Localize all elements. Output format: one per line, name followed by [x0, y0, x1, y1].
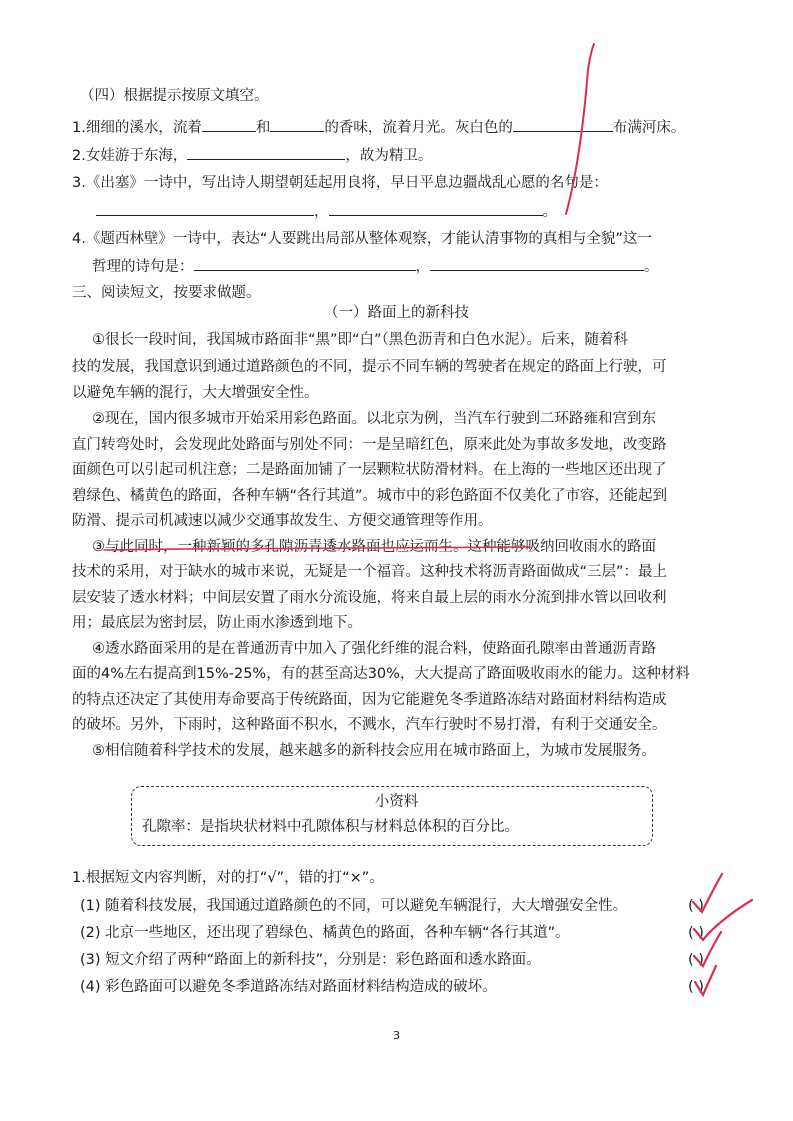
- paragraph-2-line: 防滑、提示司机减速以减少交通事故发生、方便交通管理等作用。: [72, 513, 493, 529]
- paragraph-1-line: 以避免车辆的混行，大大增强安全性。: [72, 385, 319, 401]
- question-4-3-blanks: [96, 201, 557, 222]
- answer-paren-2[interactable]: ( ): [688, 925, 704, 941]
- question-4-4: 4.《题西林壁》一诗中，表达“人要跳出局部从整体观察，才能认清事物的真相与全貌”这一: [72, 231, 652, 247]
- paragraph-2-line: 直门转弯处时，会发现此处路面与别处不同：一是呈暗红色，原来此处为事故多发地，改变路: [72, 437, 667, 453]
- answer-paren-1[interactable]: ( ): [688, 898, 704, 914]
- paragraph-2-line: 碧绿色、橘黄色的路面，各种车辆“各行其道”。城市中的彩色路面不仅美化了市容，还能起到: [72, 488, 668, 504]
- q2-text-a: 2.女娃游于东海，: [72, 148, 188, 164]
- answer-paren-3[interactable]: ( ): [688, 952, 704, 968]
- question-4-1: [72, 117, 685, 138]
- q4-comma: ，: [415, 259, 430, 275]
- q3-comma: ，: [314, 204, 329, 220]
- paragraph-3-line: 层安装了透水材料；中间层安置了雨水分流设施，将来自最上层的雨水分流到排水管以回收利: [72, 590, 667, 606]
- judgement-item-3: (3) 短文介绍了两种“路面上的新科技”，分别是：彩色路面和透水路面。: [80, 952, 541, 968]
- question-1-prompt: 1.根据短文内容判断，对的打“√”，错的打“×”。: [72, 870, 384, 886]
- q1-text-c: 的香味，流着月光。灰白色的: [324, 120, 513, 136]
- info-box-title: 小资料: [374, 794, 419, 810]
- judgement-item-4: (4) 彩色路面可以避免冬季道路冻结对路面材料结构造成的破坏。: [80, 979, 497, 995]
- answer-blank[interactable]: [96, 201, 314, 216]
- paragraph-1-line: 技的发展，我国意识到通过道路颜色的不同，提示不同车辆的驾驶者在规定的路面上行驶，可: [72, 359, 667, 375]
- paragraph-3-line: 技术的采用，对于缺水的城市来说，无疑是一个福音。这种技术将沥青路面做成“三层”：最上: [72, 564, 668, 580]
- q1-text-a: 1.细细的溪水，流着: [72, 120, 202, 136]
- q1-text-d: 布满河床。: [612, 120, 686, 136]
- article-title: （一）路面上的新科技: [324, 305, 469, 321]
- question-4-2: [72, 145, 432, 166]
- answer-blank[interactable]: [430, 256, 644, 271]
- q4-text-b: 哲理的诗句是：: [92, 259, 194, 275]
- paragraph-4-line: 面的4%左右提高到15%-25%，有的甚至高达30%，大大提高了路面吸收雨水的能力。这种材料: [72, 666, 690, 682]
- q4-end: 。: [644, 259, 659, 275]
- info-box-text: 孔隙率：是指块状材料中孔隙体积与材料总体积的百分比。: [142, 819, 519, 835]
- judgement-item-2: (2) 北京一些地区，还出现了碧绿色、橘黄色的路面，各种车辆“各行其道”。: [80, 925, 570, 941]
- section4-title: （四）根据提示按原文填空。: [80, 88, 269, 104]
- paragraph-3-line: ③与此同时，一种新颖的多孔隙沥青透水路面也应运而生。这种能够吸纳回收雨水的路面: [92, 539, 656, 555]
- paragraph-4-line: ④透水路面采用的是在普通沥青中加入了强化纤维的混合料，使路面孔隙率由普通沥青路: [92, 641, 656, 657]
- paragraph-2-line: 面颜色可以引起司机注意；二是路面加铺了一层颗粒状防滑材料。在上海的一些地区还出现了: [72, 462, 667, 478]
- judgement-item-1: (1) 随着科技发展，我国通过道路颜色的不同，可以避免车辆混行，大大增强安全性。: [80, 898, 628, 914]
- question-4-4-blanks: [92, 256, 659, 277]
- q2-text-b: ，故为精卫。: [345, 148, 433, 164]
- answer-blank[interactable]: [202, 117, 256, 132]
- answer-blank[interactable]: [513, 117, 613, 132]
- page-number: 3: [393, 1029, 400, 1042]
- paragraph-3-line: 用；最底层为密封层，防止雨水渗透到地下。: [72, 615, 362, 631]
- q3-end: 。: [542, 204, 557, 220]
- question-4-3: 3.《出塞》一诗中，写出诗人期望朝廷起用良将，早日平息边疆战乱心愿的名句是：: [72, 175, 608, 191]
- paragraph-2-line: ②现在，国内很多城市开始采用彩色路面。以北京为例，当汽车行驶到二环路雍和宫到东: [92, 411, 656, 427]
- paragraph-1-line: ①很长一段时间，我国城市路面非“黑”即“白”（黑色沥青和白色水泥）。后来，随着科: [92, 332, 629, 348]
- paragraph-5-line: ⑤相信随着科学技术的发展，越来越多的新科技会应用在城市路面上，为城市发展服务。: [92, 743, 656, 759]
- paragraph-4-line: 的破坏。另外，下雨时，这种路面不积水，不溅水，汽车行驶时不易打滑，有利于交通安全。: [72, 717, 667, 733]
- answer-blank[interactable]: [329, 201, 543, 216]
- answer-blank[interactable]: [270, 117, 324, 132]
- answer-blank[interactable]: [187, 145, 345, 160]
- paragraph-4-line: 的特点还决定了其使用寿命要高于传统路面，因为它能避免冬季道路冻结对路面材料结构造成: [72, 692, 667, 708]
- answer-blank[interactable]: [194, 256, 416, 271]
- answer-paren-4[interactable]: ( ): [688, 979, 704, 995]
- q1-text-b: 和: [255, 120, 271, 136]
- section3-title: 三、阅读短文，按要求做题。: [72, 285, 261, 301]
